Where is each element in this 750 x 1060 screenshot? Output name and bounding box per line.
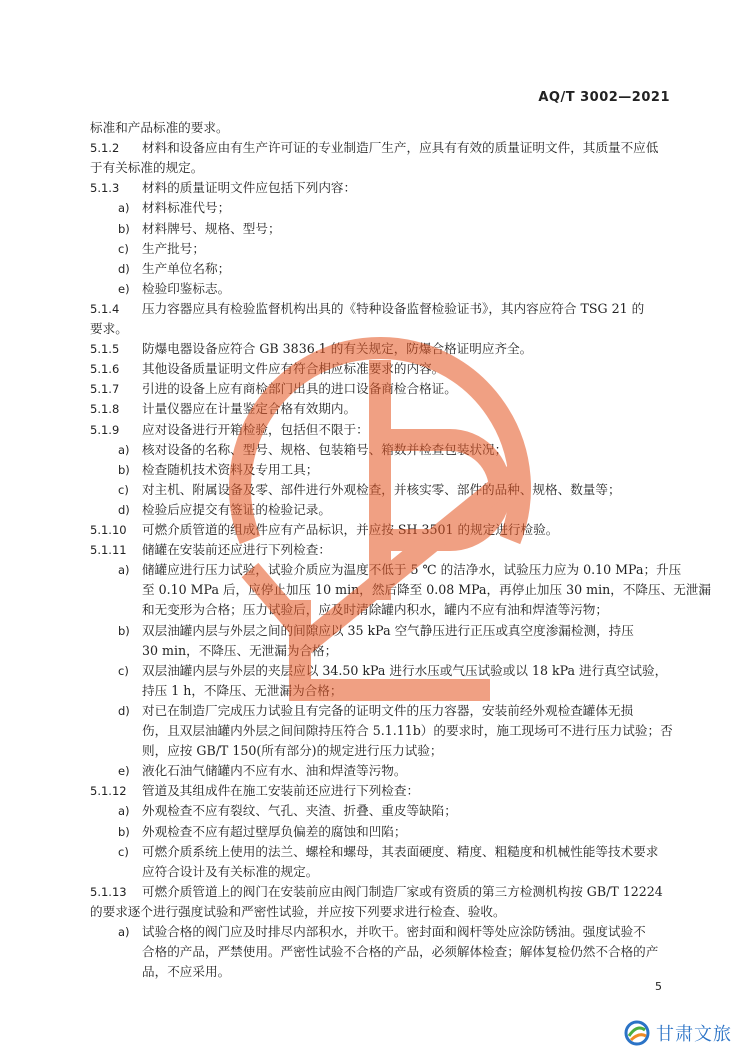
text-line	[90, 882, 668, 902]
item-label: c)	[118, 844, 129, 859]
clause-text: 防爆电器设备应符合 GB 3836.1 的有关规定，防爆合格证明应齐全。	[142, 341, 533, 357]
text-line	[90, 801, 668, 821]
clause-text: 可燃介质管道的组成件应有产品标识，并应按 SH 3501 的规定进行检验。	[142, 522, 559, 537]
item-text: 核对设备的名称、型号、规格、包装箱号、箱数并检查包装状况；	[142, 441, 508, 457]
page-number: 5	[655, 980, 662, 993]
text-line	[90, 379, 668, 399]
clause-number: 5.1.5	[90, 342, 120, 357]
logo-text: 甘肃文旅	[656, 1024, 732, 1045]
text-line	[90, 158, 668, 178]
text-line	[90, 641, 668, 661]
item-text: 双层油罐内层与外层的夹层应以 34.50 kPa 进行水压或气压试验或以 18 kPa 进行真空试验，	[142, 662, 668, 678]
text-line	[90, 741, 668, 761]
text-line	[90, 359, 668, 379]
text-line	[90, 460, 668, 480]
item-text: 外观检查不应有超过壁厚负偏差的腐蚀和凹陷；	[142, 823, 407, 839]
continuation-text: 则，应按 GB/T 150(所有部分)的规定进行压力试验；	[142, 743, 443, 759]
continuation-text: 品，不应采用。	[142, 964, 231, 980]
continuation-text: 伤，且双层油罐内外层之间间隙持压符合 5.1.11b）的要求时，施工现场可不进行压力试验；否	[142, 723, 673, 738]
clause-text: 压力容器应具有检验监督机构出具的《特种设备监督检验证书》，其内容应符合 TSG 21 的	[142, 300, 645, 316]
clause-number: 5.1.9	[90, 422, 120, 437]
text-line	[90, 198, 668, 218]
text-line	[90, 118, 668, 138]
paragraph-text: 于有关标准的规定。	[90, 160, 204, 176]
item-text: 双层油罐内层与外层之间的间隙应以 35 kPa 空气静压进行正压或真空度渗漏检测，持压	[142, 622, 634, 638]
text-line	[90, 661, 668, 681]
clause-text: 引进的设备上应有商检部门出具的进口设备商检合格证。	[142, 381, 457, 397]
clause-text: 计量仪器应在计量鉴定合格有效期内。	[142, 401, 357, 417]
item-label: c)	[118, 482, 129, 497]
clause-text: 材料和设备应由有生产许可证的专业制造厂生产，应具有有效的质量证明文件，其质量不应低	[142, 140, 659, 156]
item-label: a)	[118, 804, 130, 819]
clause-number: 5.1.4	[90, 301, 120, 316]
clause-number: 5.1.7	[90, 382, 120, 397]
text-line	[90, 138, 668, 158]
item-label: b)	[118, 462, 130, 477]
item-label: b)	[118, 824, 130, 839]
text-line	[90, 842, 668, 862]
text-line	[90, 219, 668, 239]
item-text: 储罐应进行压力试验，试验介质应为温度不低于 5 ℃ 的洁净水，试验压力应为 0.10 MPa；升压	[142, 562, 682, 578]
item-text: 生产单位名称；	[142, 260, 231, 276]
clause-number: 5.1.11	[90, 543, 127, 558]
continuation-text: 和无变形为合格；压力试验后，应及时清除罐内积水，罐内不应有油和焊渣等污物；	[142, 602, 608, 618]
clause-number: 5.1.2	[90, 141, 120, 156]
text-line	[90, 540, 668, 560]
text-line	[90, 560, 682, 580]
item-text: 可燃介质系统上使用的法兰、螺栓和螺母，其表面硬度、精度、粗糙度和机械性能等技术要求	[142, 843, 659, 859]
text-line	[90, 319, 668, 339]
item-label: b)	[118, 623, 130, 638]
clause-text: 可燃介质管道上的阀门在安装前应由阀门制造厂家或有资质的第三方检测机构按 GB/T 12224	[142, 883, 663, 899]
text-line	[90, 621, 668, 641]
standard-code: AQ/T 3002—2021	[538, 90, 670, 105]
paragraph-text: 标准和产品标准的要求。	[90, 120, 229, 135]
item-label: d)	[118, 502, 130, 517]
item-text: 对已在制造厂完成压力试验且有完备的证明文件的压力容器，安装前经外观检查罐体无损	[142, 702, 634, 718]
item-label: a)	[118, 563, 130, 578]
text-line	[90, 721, 673, 741]
paragraph-text: 要求。	[90, 321, 128, 336]
text-line	[90, 862, 668, 882]
clause-text: 其他设备质量证明文件应有符合相应标准要求的内容。	[142, 361, 445, 377]
item-text: 材料标准代号；	[142, 200, 231, 216]
text-line	[90, 600, 668, 620]
text-line	[90, 942, 668, 962]
item-label: a)	[118, 201, 130, 216]
text-line	[90, 279, 668, 299]
item-text: 检验后应提交有签证的检验记录。	[142, 501, 331, 517]
continuation-text: 持压 1 h，不降压、无泄漏为合格；	[142, 682, 343, 698]
paragraph-text: 的要求逐个进行强度试验和严密性试验，并应按下列要求进行检查、验收。	[90, 903, 506, 919]
text-line	[90, 520, 668, 540]
item-text: 对主机、附属设备及零、部件进行外观检查，并核实零、部件的品种、规格、数量等；	[142, 481, 621, 497]
text-line	[90, 440, 668, 460]
text-line	[90, 420, 668, 440]
clause-number: 5.1.12	[90, 784, 127, 799]
item-label: e)	[118, 764, 130, 779]
text-line	[90, 480, 668, 500]
clause-number: 5.1.8	[90, 402, 120, 417]
text-line	[90, 902, 668, 922]
continuation-text: 合格的产品，严禁使用。严密性试验不合格的产品，必须解体检查；解体复检仍然不合格的产	[142, 944, 659, 960]
item-label: e)	[118, 281, 130, 296]
item-text: 试验合格的阀门应及时排尽内部积水，并吹干。密封面和阀杆等处应涂防锈油。强度试验不	[142, 924, 646, 939]
item-text: 液化石油气储罐内不应有水、油和焊渣等污物。	[142, 763, 407, 779]
item-label: b)	[118, 221, 130, 236]
text-line	[90, 339, 668, 359]
text-line	[90, 962, 668, 982]
text-line	[90, 178, 668, 198]
text-line	[90, 922, 668, 942]
text-line	[90, 781, 668, 801]
item-label: a)	[118, 442, 130, 457]
continuation-text: 至 0.10 MPa 后，应停止加压 10 min，然后降至 0.08 MPa，再停止加压 30 min，不降压、无泄漏	[142, 582, 711, 598]
item-label: d)	[118, 261, 130, 276]
clause-number: 5.1.3	[90, 181, 120, 196]
clause-text: 应对设备进行开箱检验，包括但不限于：	[142, 421, 369, 437]
continuation-text: 30 min，不降压、无泄漏为合格；	[142, 642, 338, 658]
item-text: 检查随机技术资料及专用工具；	[142, 461, 319, 477]
item-label: d)	[118, 703, 130, 718]
text-line	[90, 500, 668, 520]
gansu-culture-tourism-logo	[624, 1020, 732, 1046]
item-text: 外观检查不应有裂纹、气孔、夹渣、折叠、重皮等缺陷；	[142, 803, 457, 819]
text-line	[90, 822, 668, 842]
item-label: c)	[118, 663, 129, 678]
text-line	[90, 681, 668, 701]
text-line	[90, 580, 711, 600]
clause-text: 储罐在安装前还应进行下列检查：	[142, 542, 331, 558]
text-line	[90, 239, 668, 259]
clause-text: 管道及其组成件在施工安装前还应进行下列检查：	[142, 783, 420, 799]
item-text: 材料牌号、规格、型号；	[142, 220, 281, 236]
item-text: 生产批号；	[142, 240, 205, 256]
clause-number: 5.1.13	[90, 884, 127, 899]
clause-text: 材料的质量证明文件应包括下列内容：	[142, 180, 357, 196]
clause-number: 5.1.6	[90, 362, 120, 377]
text-line	[90, 399, 668, 419]
item-label: c)	[118, 241, 129, 256]
item-text: 检验印鉴标志。	[142, 280, 231, 296]
item-label: a)	[118, 925, 130, 939]
clause-number: 5.1.10	[90, 523, 127, 537]
text-line	[90, 259, 668, 279]
text-line	[90, 299, 668, 319]
continuation-text: 应符合设计及有关标准的规定。	[142, 863, 319, 879]
text-line	[90, 701, 668, 721]
swirl-logo-icon	[624, 1020, 650, 1046]
text-line	[90, 761, 668, 781]
